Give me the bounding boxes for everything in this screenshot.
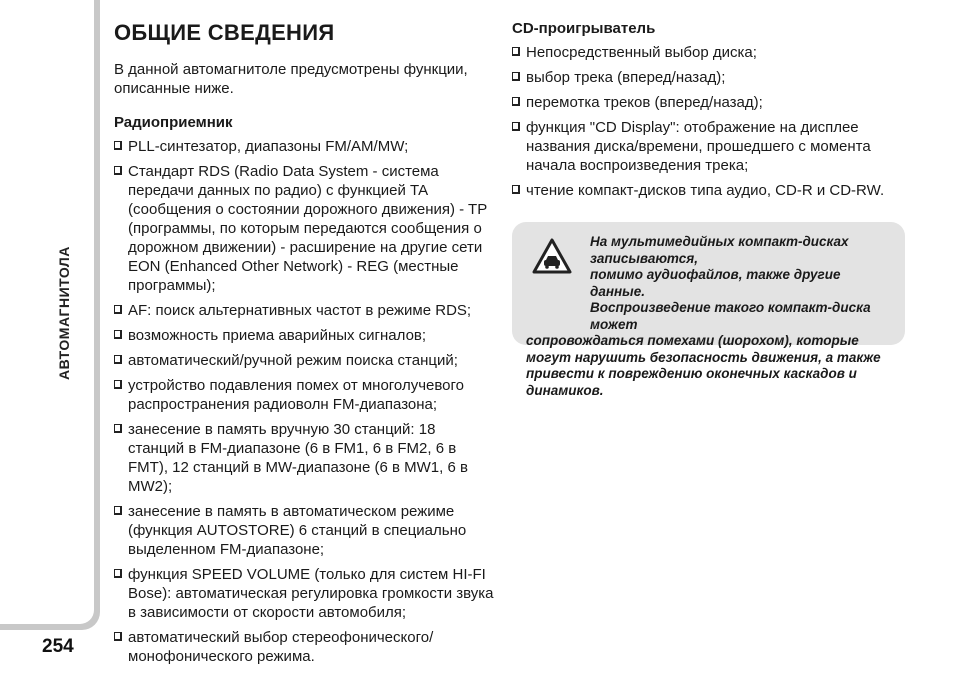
radio-feature-list	[114, 137, 494, 666]
list-item	[114, 326, 494, 345]
warning-rest: сопровождаться помехами (шорохом), которые могут нарушить безопасность движения, а также привести к повреждению оконечных каскадов и динамиков.	[526, 333, 881, 398]
list-item-text: чтение компакт-дисков типа аудио, CD-R и CD-RW.	[526, 182, 885, 199]
cd-heading: CD-проигрыватель	[512, 20, 656, 37]
radio-heading: Радиоприемник	[114, 114, 233, 131]
list-item-text: занесение в память в автоматическом режиме (функция AUTOSTORE) 6 станций в специально выделенном FM-диапазоне;	[128, 503, 467, 558]
checkbox-bullet-icon	[114, 330, 122, 339]
page-title: ОБЩИЕ СВЕДЕНИЯ	[114, 20, 335, 45]
checkbox-bullet-icon	[114, 380, 122, 389]
list-item-text: Стандарт RDS (Radio Data System - система передачи данных по радио) с функцией TA (сообщения о состоянии дорожного движения) - TP (программы, по которым передаются сообщения о дорожном движении) - расширение на другие сети EON (Enhanced Other Network) - REG (местные программы);	[128, 163, 487, 294]
checkbox-bullet-icon	[114, 569, 122, 578]
list-item-text: устройство подавления помех от многолучевого распространения радиоволн FM-диапазона;	[128, 377, 464, 413]
checkbox-bullet-icon	[114, 166, 122, 175]
list-item-text: функция SPEED VOLUME (только для систем HI-FI Bose): автоматическая регулировка громкости звука в зависимости от скорости автомобиля;	[128, 566, 494, 621]
list-item	[114, 376, 494, 414]
list-item	[512, 43, 907, 62]
list-item-text: занесение в память вручную 30 станций: 18 станций в FM-диапазоне (6 в FM1, 6 в FM2, 6 в FMT), 12 станций в MW-диапазоне (6 в MW1, 6 в MW2);	[128, 421, 468, 495]
checkbox-bullet-icon	[512, 185, 520, 194]
checkbox-bullet-icon	[114, 305, 122, 314]
list-item-text: функция "CD Display": отображение на дисплее названия диска/времени, прошедшего с момента начала воспроизведения трека;	[526, 119, 871, 174]
page-number: 254	[42, 636, 74, 657]
list-item-text: выбор трека (вперед/назад);	[526, 69, 726, 86]
list-item-text: автоматический/ручной режим поиска станций;	[128, 352, 458, 369]
list-item-text: перемотка треков (вперед/назад);	[526, 94, 763, 111]
cd-feature-list	[512, 43, 907, 200]
checkbox-bullet-icon	[114, 141, 122, 150]
list-item-text: Непосредственный выбор диска;	[526, 44, 757, 61]
right-column	[512, 20, 907, 206]
intro-paragraph: В данной автомагнитоле предусмотрены функции, описанные ниже.	[114, 61, 468, 97]
list-item	[512, 93, 907, 112]
checkbox-bullet-icon	[512, 97, 520, 106]
list-item	[114, 162, 494, 295]
list-item-text: автоматический выбор стереофонического/монофонического режима.	[128, 629, 434, 665]
list-item	[114, 301, 494, 320]
list-item	[114, 351, 494, 370]
list-item-text: возможность приема аварийных сигналов;	[128, 327, 427, 344]
warning-box	[512, 222, 905, 398]
section-label: АВТОМАГНИТОЛА	[56, 246, 72, 380]
list-item	[512, 68, 907, 87]
warning-line-3: Воспроизведение такого компакт-диска может	[590, 300, 871, 332]
checkbox-bullet-icon	[114, 355, 122, 364]
list-item	[512, 181, 907, 200]
list-item	[114, 137, 494, 156]
checkbox-bullet-icon	[114, 506, 122, 515]
left-column	[114, 20, 494, 672]
checkbox-bullet-icon	[114, 424, 122, 433]
warning-text	[526, 234, 896, 399]
warning-line-1: На мультимедийных компакт-дисках записываются,	[590, 234, 849, 266]
warning-line-2: помимо аудиофайлов, также другие данные.	[590, 267, 841, 299]
list-item	[114, 628, 494, 666]
chapter-tab	[0, 0, 100, 630]
list-item-text: AF: поиск альтернативных частот в режиме RDS;	[128, 302, 472, 319]
list-item	[114, 420, 494, 496]
list-item	[114, 565, 494, 622]
checkbox-bullet-icon	[512, 122, 520, 131]
checkbox-bullet-icon	[512, 72, 520, 81]
list-item	[114, 502, 494, 559]
checkbox-bullet-icon	[512, 47, 520, 56]
checkbox-bullet-icon	[114, 632, 122, 641]
chapter-tab-inner	[0, 0, 94, 624]
list-item	[512, 118, 907, 175]
list-item-text: PLL-синтезатор, диапазоны FM/AM/MW;	[128, 138, 409, 155]
